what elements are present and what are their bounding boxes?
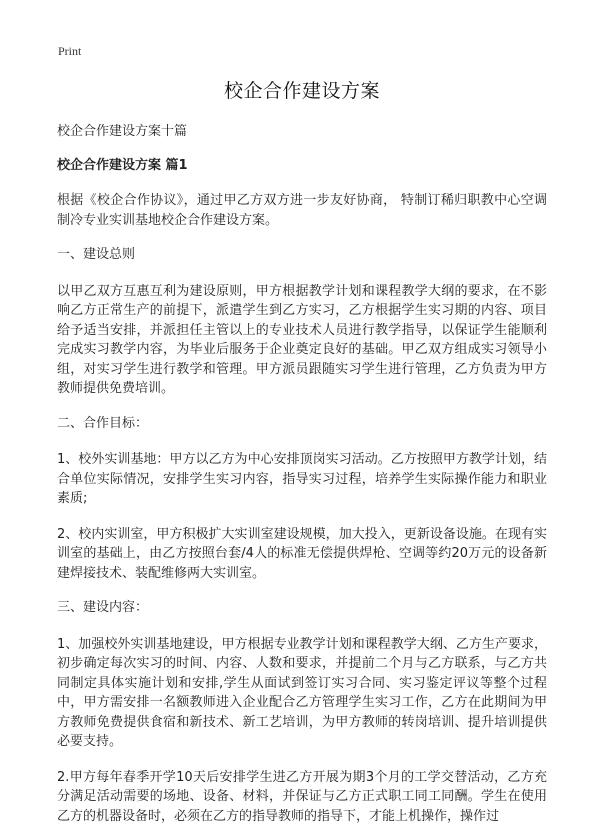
print-link[interactable]: Print (58, 44, 82, 58)
paragraph-on-campus-lab: 2、校内实训室，甲方积极扩大实训室建设规模，加大投入，更新设备设施。在现有实训室的基础上，由乙方按照台套/4人的标准无偿提供焊枪、空调等约20万元的设备新建焊接技术、装配维修两大实训室。 (57, 526, 547, 581)
document-subtitle: 校企合作建设方案十篇 (57, 124, 188, 139)
paragraph-content-item-2: 2.甲方每年春季开学10天后安排学生进乙方开展为期3个月的工学交替活动，乙方充分满足活动需要的场地、设备、材料，并保证与乙方正式职工同工同酬。学生在使用乙方的机器设备时，必须在乙方的指导教师的指导下，才能上机操作，操作过 (57, 769, 547, 824)
document-body (57, 78, 547, 826)
paragraph-off-campus-base: 1、校外实训基地：甲方以乙方为中心安排顶岗实习活动。乙方按照甲方教学计划，结合单位实际情况，安排学生实习内容，指导实习过程，培养学生实际操作能力和职业素质; (57, 452, 547, 506)
intro-paragraph: 根据《校企合作协议》，通过甲乙方双方进一步友好协商， 特制订稀归职教中心空调制冷专业实训基地校企合作建设方案。 (57, 193, 547, 228)
page-title: 校企合作建设方案 (223, 80, 380, 102)
heading-general-principles: 一、建设总则 (57, 247, 136, 262)
paragraph-content-item-1: 1、加强校外实训基地建设，甲方根据专业教学计划和课程教学大纲、乙方生产要求，初步确定每次实习的时间、内容、人数和要求，并提前二个月与乙方联系，与乙方共同制定具体实施计划和安排,学生从面试到签订实习合同、实习鉴定评议等整个过程中，甲方需安排一名额教师进入企业配合乙方管理学生实习工作，乙方在此期间为甲方教师免费提供食宿和新技术、新工艺培训，为甲方教师的转岗培训、提升培训提供必要支持。 (57, 636, 547, 749)
paragraph-general-principles: 以甲乙双方互惠互利为建设原则，甲方根据教学计划和课程教学大纲的要求，在不影响乙方正常生产的前提下，派遣学生到乙方实习，乙方根据学生实习期的内容、项目给予适当安排，并派担任主管以上的专业技术人员进行教学指导，以保证学生能顺利完成实习教学内容，为毕业后服务于企业奠定良好的基础。甲乙双方组成实习领导小组，对实习学生进行教学和管理。甲方派员跟随实习学生进行管理，乙方负责为甲方教师提供免费培训。 (57, 283, 547, 396)
heading-cooperation-goals: 二、合作目标： (57, 415, 149, 431)
section-heading: 校企合作建设方案 篇1 (57, 158, 188, 173)
heading-construction-content: 三、建设内容： (57, 600, 149, 615)
